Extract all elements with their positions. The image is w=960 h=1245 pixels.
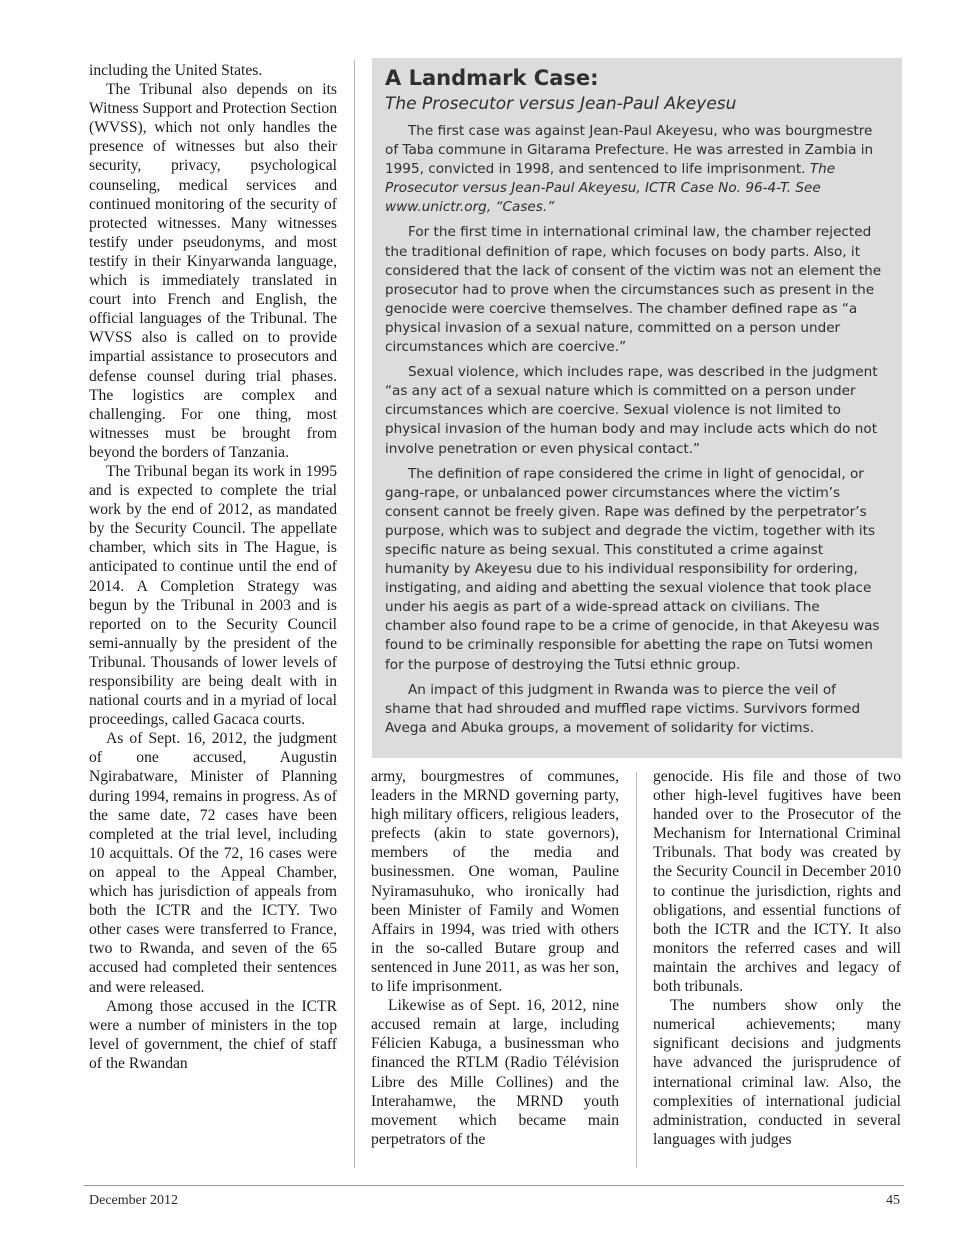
left-paragraph-5: Among those accused in the ICTR were a number of ministers in the top level of government, the chief of staff of the Rwandan xyxy=(89,997,337,1072)
footer-date: December 2012 xyxy=(89,1193,179,1208)
sidebar-paragraph-2: For the first time in international criminal law, the chamber rejected the traditional definition of rape, which focuses on body parts. Also, it considered that the lack of consent of the victim was not an element the prosecutor had to prove when the circumstances such as present in the genocide were coercive themselves. The chamber defined rape as “a physical invasion of a sexual nature, committed on a person under circumstances which are coercive.” xyxy=(385,224,882,356)
sidebar-box xyxy=(372,58,902,758)
column-divider-right xyxy=(636,772,637,1168)
sidebar-paragraph-4: The definition of rape considered the crime in light of genocidal, or gang-rape, or unbalanced power circumstances where the victim’s consent cannot be freely given. Rape was defined by the perpetrator’s purpose, which was to subject and degrade the victim, together with its specific nature as being sexual. This constituted a crime against humanity by Akeyesu due to his individual responsibility for ordering, instigating, and aiding and abetting the sexual violence that took place under his aegis as part of a wide-spread attack on civilians. The chamber also found rape to be a crime of genocide, in that Akeyesu was found to be criminally responsible for abetting the rape on Tutsi women for the purpose of destroying the Tutsi ethnic group. xyxy=(385,465,880,673)
left-paragraph-2: The Tribunal also depends on its Witness Support and Protection Section (WVSS), which not only handles the presence of witnesses but also their security, privacy, psychological counseling, medical services and continued monitoring of the security of protected witnesses. Many witnesses testify under pseudonyms, and most testify in their Kinyarwanda language, which is immediately translated in court into French and English, the official languages of the Tribunal. The WVSS also is called on to provide impartial assistance to prosecutors and defense counsel during trial phases. The logistics are complex and challenging. For one thing, most witnesses must be brought from beyond the borders of Tanzania. xyxy=(89,81,337,461)
left-paragraph-4: As of Sept. 16, 2012, the judgment of one accused, Augustin Ngirabatware, Minister of Planning during 1994, remains in progress. As of the same date, 72 cases have been completed at the trial level, including 10 acquittals. Of the 72, 16 cases were on appeal to the Appeal Chamber, which has jurisdiction of appeals from both the ICTR and the ICTY. Two other cases were transferred to France, two to Rwanda, and seven of the 65 accused had completed their sentences and were released. xyxy=(89,730,337,996)
footer-rule xyxy=(84,1185,904,1186)
sidebar-paragraph-3: Sexual violence, which includes rape, was described in the judgment “as any act of a sexual nature which is committed on a person under circumstances which are coercive. Sexual violence is not limited to physical invasion of the human body and may include acts which do not involve penetration or even physical contact.” xyxy=(385,364,878,457)
sidebar-subtitle: The Prosecutor versus Jean-Paul Akeyesu xyxy=(385,94,737,114)
middle-column xyxy=(371,767,619,1149)
sidebar-paragraph-1 xyxy=(385,122,884,217)
sidebar-citation: The Prosecutor versus Jean-Paul Akeyesu, ICTR Case No. 96-4-T. See www.unictr.org, “Cases.” xyxy=(385,161,836,216)
right-column xyxy=(653,767,901,1149)
page-number: 45 xyxy=(886,1193,900,1208)
sidebar-paragraph-5: An impact of this judgment in Rwanda was to pierce the veil of shame that had shrouded and muffled rape victims. Survivors formed Avega and Abuka groups, a movement of solidarity for victims. xyxy=(385,681,861,736)
middle-paragraph-2: Likewise as of Sept. 16, 2012, nine accused remain at large, including Félicien Kabuga, a businessman who financed the RTLM (Radio Télévision Libre des Mille Collines) and the Interahamwe, the MRND youth movement which became main perpetrators of the xyxy=(371,997,619,1148)
left-paragraph-1: including the United States. xyxy=(89,62,263,79)
sidebar-title: A Landmark Case: xyxy=(385,66,599,90)
right-paragraph-1: genocide. His file and those of two other high-level fugitives have been handed over to the Prosecutor of the Mechanism for International Criminal Tribunals. That body was created by the Security Council in December 2010 to continue the jurisdiction, rights and obligations, and essential functions of both the ICTR and the ICTY. It also monitors the referred cases and will maintain the archives and legacy of both tribunals. xyxy=(653,768,901,996)
right-paragraph-2: The numbers show only the numerical achievements; many significant decisions and judgments have advanced the jurisprudence of international criminal law. Also, the complexities of international judicial administration, conducted in several languages with judges xyxy=(653,997,901,1148)
sidebar-paragraph-1-text: The first case was against Jean-Paul Akeyesu, who was bourgmestre of Taba commune in Gitarama Prefecture. He was arrested in Zambia in 1995, convicted in 1998, and sentenced to life imprisonment. xyxy=(385,123,874,178)
left-column xyxy=(89,61,337,1073)
middle-paragraph-1: army, bourgmestres of communes, leaders in the MRND governing party, high military officers, religious leaders, prefects (akin to state governors), members of the media and businessmen. One woman, Pauline Nyiramasuhuko, who ironically had been Minister of Family and Women Affairs in 1994, was tried with others in the so-called Butare group and sentenced in June 2011, as was her son, to life imprisonment. xyxy=(371,768,619,996)
left-paragraph-3: The Tribunal began its work in 1995 and is expected to complete the trial work by the end of 2012, as mandated by the Security Council. The appellate chamber, which sits in The Hague, is anticipated to continue until the end of 2014. A Completion Strategy was begun by the Tribunal in 2003 and is reported on to the Security Council semi-annually by the president of the Tribunal. Thousands of lower levels of responsibility are being dealt with in national courts and in a myriad of local proceedings, called Gacaca courts. xyxy=(89,462,337,729)
column-divider-left xyxy=(354,60,355,1168)
